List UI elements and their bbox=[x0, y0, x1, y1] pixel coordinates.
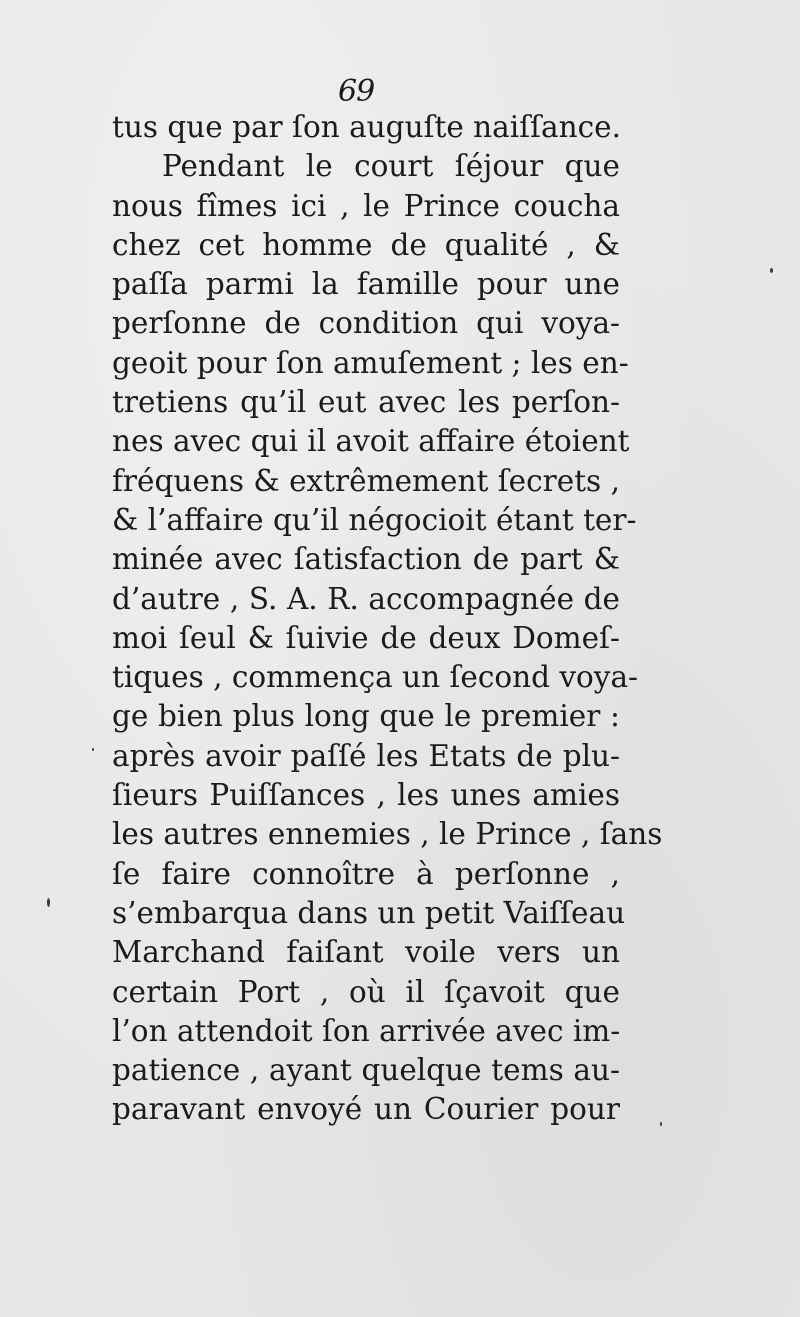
text-line: tretiens qu’il eut avec les perſon- bbox=[112, 385, 620, 420]
text-line: d’autre , S. A. R. accompagnée de bbox=[112, 581, 620, 616]
text-line: & l’affaire qu’il négocioit étant ter- bbox=[112, 502, 637, 537]
text-line: les autres ennemies , le Prince , ſans bbox=[112, 817, 663, 852]
body-text bbox=[112, 108, 663, 1130]
text-line: Marchand faiſant voile vers un bbox=[112, 935, 620, 970]
text-line: l’on attendoit ſon arrivée avec im- bbox=[112, 1013, 621, 1048]
paper-speck bbox=[770, 268, 773, 273]
text-line: chez cet homme de qualité , & bbox=[112, 227, 620, 262]
text-line: Pendant le court ſéjour que bbox=[162, 149, 620, 184]
text-line: après avoir paſſé les Etats de plu- bbox=[112, 738, 620, 773]
paper-speck bbox=[47, 898, 50, 907]
text-line: ſe faire connoître à perſonne , bbox=[112, 856, 620, 891]
text-line: tus que par ſon auguſte naiſſance. bbox=[112, 110, 621, 144]
text-line: perſonne de condition qui voya- bbox=[112, 306, 620, 341]
text-line: s’embarqua dans un petit Vaiſſeau bbox=[112, 895, 626, 930]
text-line: ſieurs Puiſſances , les unes amies bbox=[112, 778, 620, 813]
paper-speck bbox=[92, 748, 94, 751]
text-line: paravant envoyé un Courier pour bbox=[112, 1092, 620, 1127]
text-line: ge bien plus long que le premier : bbox=[112, 699, 620, 734]
text-line: geoit pour ſon amuſement ; les en- bbox=[112, 345, 629, 380]
text-line: tiques , commença un ſecond voya- bbox=[112, 660, 639, 695]
page-number: 69 bbox=[338, 74, 375, 109]
text-line: fréquens & extrêmement ſecrets , bbox=[112, 463, 620, 498]
text-line: minée avec ſatisfaction de part & bbox=[112, 542, 620, 577]
text-line: nes avec qui il avoit affaire étoient bbox=[112, 424, 630, 459]
text-line: paſſa parmi la famille pour une bbox=[112, 267, 620, 302]
paper-speck bbox=[660, 1122, 662, 1126]
text-line: certain Port , où il ſçavoit que bbox=[112, 974, 620, 1009]
text-line: moi ſeul & ſuivie de deux Domeſ- bbox=[112, 620, 620, 655]
text-line: nous fîmes ici , le Prince coucha bbox=[112, 188, 620, 223]
text-line: patience , ayant quelque tems au- bbox=[112, 1053, 620, 1088]
